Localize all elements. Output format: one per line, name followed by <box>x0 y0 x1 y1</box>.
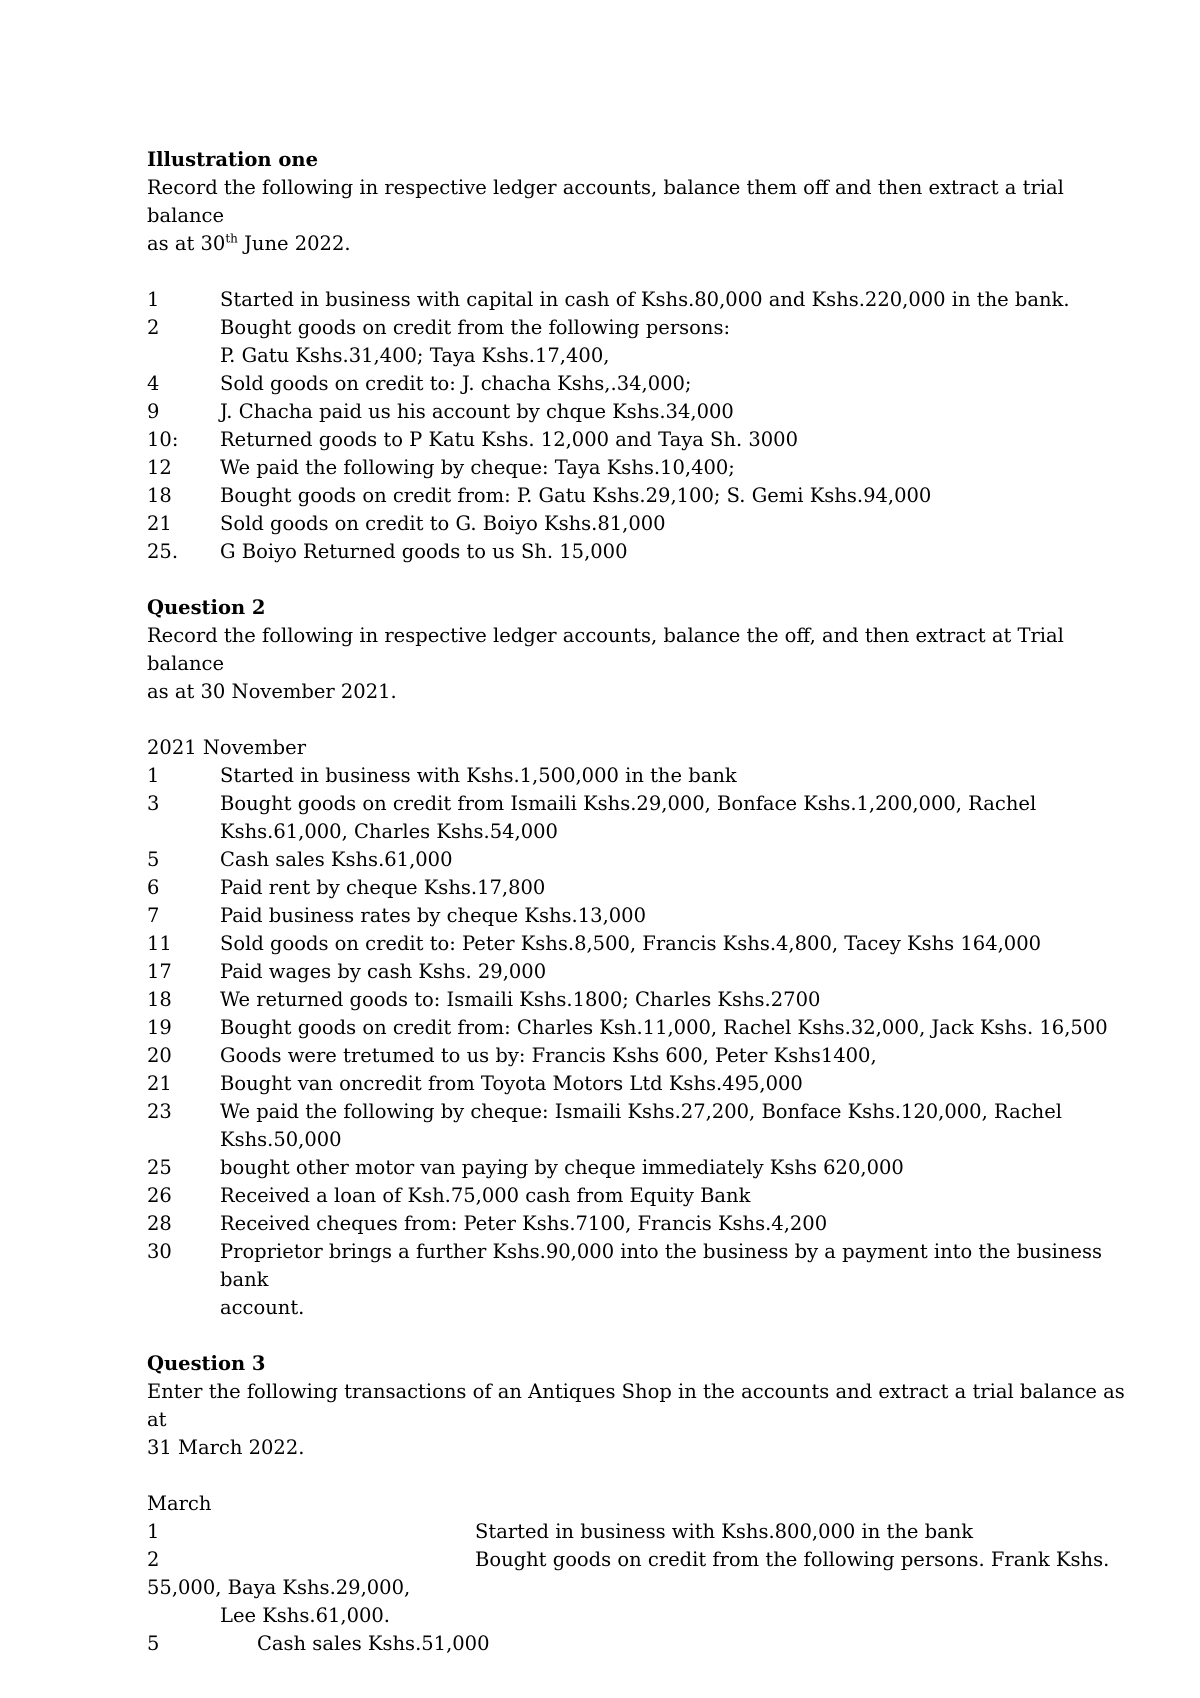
entry-text <box>220 1182 1132 1210</box>
entry-line: Received a loan of Ksh.75,000 cash from Equity Bank <box>220 1184 751 1207</box>
entry-line: Paid wages by cash Kshs. 29,000 <box>220 960 547 983</box>
question-two-title: Question 2 <box>147 596 266 619</box>
list-item <box>147 1070 1132 1098</box>
entry-day: 30 <box>147 1240 172 1263</box>
list-item <box>147 846 1132 874</box>
entry-line: Goods were tretumed to us by: Francis Kshs 600, Peter Kshs1400, <box>220 1044 877 1067</box>
entry-text <box>220 314 1132 370</box>
entry-text <box>220 762 1132 790</box>
entry-day: 9 <box>147 400 160 423</box>
entry-text <box>220 930 1132 958</box>
intro-date-suffix: June 2022. <box>237 232 351 255</box>
entry-day: 19 <box>147 1016 172 1039</box>
entry-text <box>220 398 1132 426</box>
illustration-one-transactions <box>147 286 1132 566</box>
entry-text: Cash sales Kshs.51,000 <box>257 1632 490 1655</box>
entry-line: Cash sales Kshs.61,000 <box>220 848 453 871</box>
entry-line: Bought goods on credit from the following persons: <box>220 316 731 339</box>
entry-line: G Boiyo Returned goods to us Sh. 15,000 <box>220 540 628 563</box>
entry-day: 18 <box>147 484 172 507</box>
list-item <box>147 762 1132 790</box>
entry-line: Paid rent by cheque Kshs.17,800 <box>220 876 546 899</box>
entry-text-continued: 55,000, Baya Kshs.29,000, <box>147 1576 411 1599</box>
entry-text <box>220 370 1132 398</box>
question-two-transactions <box>147 762 1132 1322</box>
entry-day: 10: <box>147 428 179 451</box>
entry-line: We returned goods to: Ismaili Kshs.1800; Charles Kshs.2700 <box>220 988 821 1011</box>
list-item <box>147 538 1132 566</box>
illustration-one-title: Illustration one <box>147 148 318 171</box>
entry-day: 12 <box>147 456 172 479</box>
list-item <box>147 1098 1132 1154</box>
entry-text <box>220 482 1132 510</box>
document-page <box>147 146 1132 1658</box>
list-item <box>147 482 1132 510</box>
entry-day: 20 <box>147 1044 172 1067</box>
list-item <box>147 454 1132 482</box>
entry-text <box>220 510 1132 538</box>
entry-line: Bought goods on credit from: P. Gatu Kshs.29,100; S. Gemi Kshs.94,000 <box>220 484 932 507</box>
entry-day: 2 <box>147 1548 160 1571</box>
entry-line: Started in business with Kshs.1,500,000 in the bank <box>220 764 737 787</box>
entry-line: Sold goods on credit to G. Boiyo Kshs.81,000 <box>220 512 666 535</box>
list-item <box>147 1154 1132 1182</box>
entry-line: account. <box>220 1296 305 1319</box>
entry-day: 11 <box>147 932 172 955</box>
question-three-intro-line1: Enter the following transactions of an Antiques Shop in the accounts and extract a trial balance as at <box>147 1380 1125 1431</box>
list-item <box>147 1014 1132 1042</box>
entry-text <box>220 1014 1132 1042</box>
entry-text <box>220 1238 1132 1322</box>
entry-text <box>220 286 1132 314</box>
entry-day: 21 <box>147 512 172 535</box>
list-item <box>147 314 1132 370</box>
entry-line: Kshs.61,000, Charles Kshs.54,000 <box>220 820 558 843</box>
question-two-month-label: 2021 November <box>147 736 307 759</box>
question-two-intro-line2: as at 30 November 2021. <box>147 680 397 703</box>
entry-text <box>220 1070 1132 1098</box>
entry-text <box>220 426 1132 454</box>
entry-text: Started in business with Kshs.800,000 in the bank <box>475 1520 974 1543</box>
list-item <box>147 930 1132 958</box>
list-item <box>147 902 1132 930</box>
entry-day: 1 <box>147 1520 160 1543</box>
question-two-intro-line1: Record the following in respective ledger accounts, balance the off, and then extract at Trial balance <box>147 624 1064 675</box>
entry-line: Sold goods on credit to: Peter Kshs.8,500, Francis Kshs.4,800, Tacey Kshs 164,000 <box>220 932 1042 955</box>
list-item <box>147 426 1132 454</box>
question-three-title: Question 3 <box>147 1352 266 1375</box>
question-three-intro-line2: 31 March 2022. <box>147 1436 305 1459</box>
list-item <box>147 1238 1132 1322</box>
entry-day: 25 <box>147 1156 172 1179</box>
list-item <box>147 986 1132 1014</box>
entry-day: 7 <box>147 904 160 927</box>
entry-line: P. Gatu Kshs.31,400; Taya Kshs.17,400, <box>220 344 610 367</box>
entry-text <box>220 902 1132 930</box>
entry-day: 5 <box>147 1632 160 1655</box>
entry-text <box>220 1098 1132 1154</box>
entry-day: 23 <box>147 1100 172 1123</box>
entry-line: Started in business with capital in cash of Kshs.80,000 and Kshs.220,000 in the bank. <box>220 288 1070 311</box>
list-item <box>147 1210 1132 1238</box>
entry-day: 2 <box>147 316 160 339</box>
entry-line: Proprietor brings a further Kshs.90,000 into the business by a payment into the business bank <box>220 1240 1102 1291</box>
entry-line: Kshs.50,000 <box>220 1128 342 1151</box>
entry-text <box>220 454 1132 482</box>
entry-line: We paid the following by cheque: Ismaili Kshs.27,200, Bonface Kshs.120,000, Rachel <box>220 1100 1062 1123</box>
list-item <box>147 1546 1132 1574</box>
list-item <box>147 1182 1132 1210</box>
intro-date-prefix: as at 30 <box>147 232 226 255</box>
entry-text <box>220 874 1132 902</box>
entry-day: 18 <box>147 988 172 1011</box>
entry-line: Bought goods on credit from: Charles Ksh.11,000, Rachel Kshs.32,000, Jack Kshs. 16,500 <box>220 1016 1108 1039</box>
list-item <box>147 1630 1132 1658</box>
entry-text <box>220 986 1132 1014</box>
entry-text <box>220 1154 1132 1182</box>
list-item <box>147 874 1132 902</box>
entry-text: Bought goods on credit from the following persons. Frank Kshs. <box>475 1548 1110 1571</box>
intro-date-superscript: th <box>225 231 238 246</box>
entry-line: bought other motor van paying by cheque immediately Kshs 620,000 <box>220 1156 904 1179</box>
entry-day: 26 <box>147 1184 172 1207</box>
list-item <box>147 958 1132 986</box>
list-item <box>147 510 1132 538</box>
entry-day: 3 <box>147 792 160 815</box>
entry-day: 1 <box>147 288 160 311</box>
list-item <box>147 370 1132 398</box>
entry-text <box>220 1042 1132 1070</box>
entry-line: Bought van oncredit from Toyota Motors Ltd Kshs.495,000 <box>220 1072 803 1095</box>
entry-text <box>220 958 1132 986</box>
entry-day: 4 <box>147 372 160 395</box>
list-item <box>147 1518 1132 1546</box>
illustration-one-intro-line1: Record the following in respective ledger accounts, balance them off and then extract a trial balance <box>147 176 1064 227</box>
entry-day: 25. <box>147 540 179 563</box>
entry-text <box>220 846 1132 874</box>
entry-line: J. Chacha paid us his account by chque Kshs.34,000 <box>220 400 734 423</box>
entry-line: Received cheques from: Peter Kshs.7100, Francis Kshs.4,200 <box>220 1212 828 1235</box>
list-item <box>147 286 1132 314</box>
list-item <box>147 398 1132 426</box>
entry-text <box>220 538 1132 566</box>
entry-day: 6 <box>147 876 160 899</box>
entry-line: We paid the following by cheque: Taya Kshs.10,400; <box>220 456 735 479</box>
entry-text <box>220 790 1132 846</box>
entry-line: Sold goods on credit to: J. chacha Kshs,.34,000; <box>220 372 692 395</box>
entry-text-continued: Lee Kshs.61,000. <box>220 1604 390 1627</box>
list-item <box>147 1042 1132 1070</box>
entry-day: 5 <box>147 848 160 871</box>
entry-line: Returned goods to P Katu Kshs. 12,000 and Taya Sh. 3000 <box>220 428 798 451</box>
entry-day: 17 <box>147 960 172 983</box>
entry-text <box>220 1210 1132 1238</box>
question-three-month-label: March <box>147 1492 212 1515</box>
list-item <box>147 790 1132 846</box>
entry-day: 21 <box>147 1072 172 1095</box>
entry-line: Paid business rates by cheque Kshs.13,000 <box>220 904 646 927</box>
illustration-one-intro-line2 <box>147 230 1132 258</box>
entry-day: 1 <box>147 764 160 787</box>
entry-line: Bought goods on credit from Ismaili Kshs.29,000, Bonface Kshs.1,200,000, Rachel <box>220 792 1037 815</box>
entry-day: 28 <box>147 1212 172 1235</box>
